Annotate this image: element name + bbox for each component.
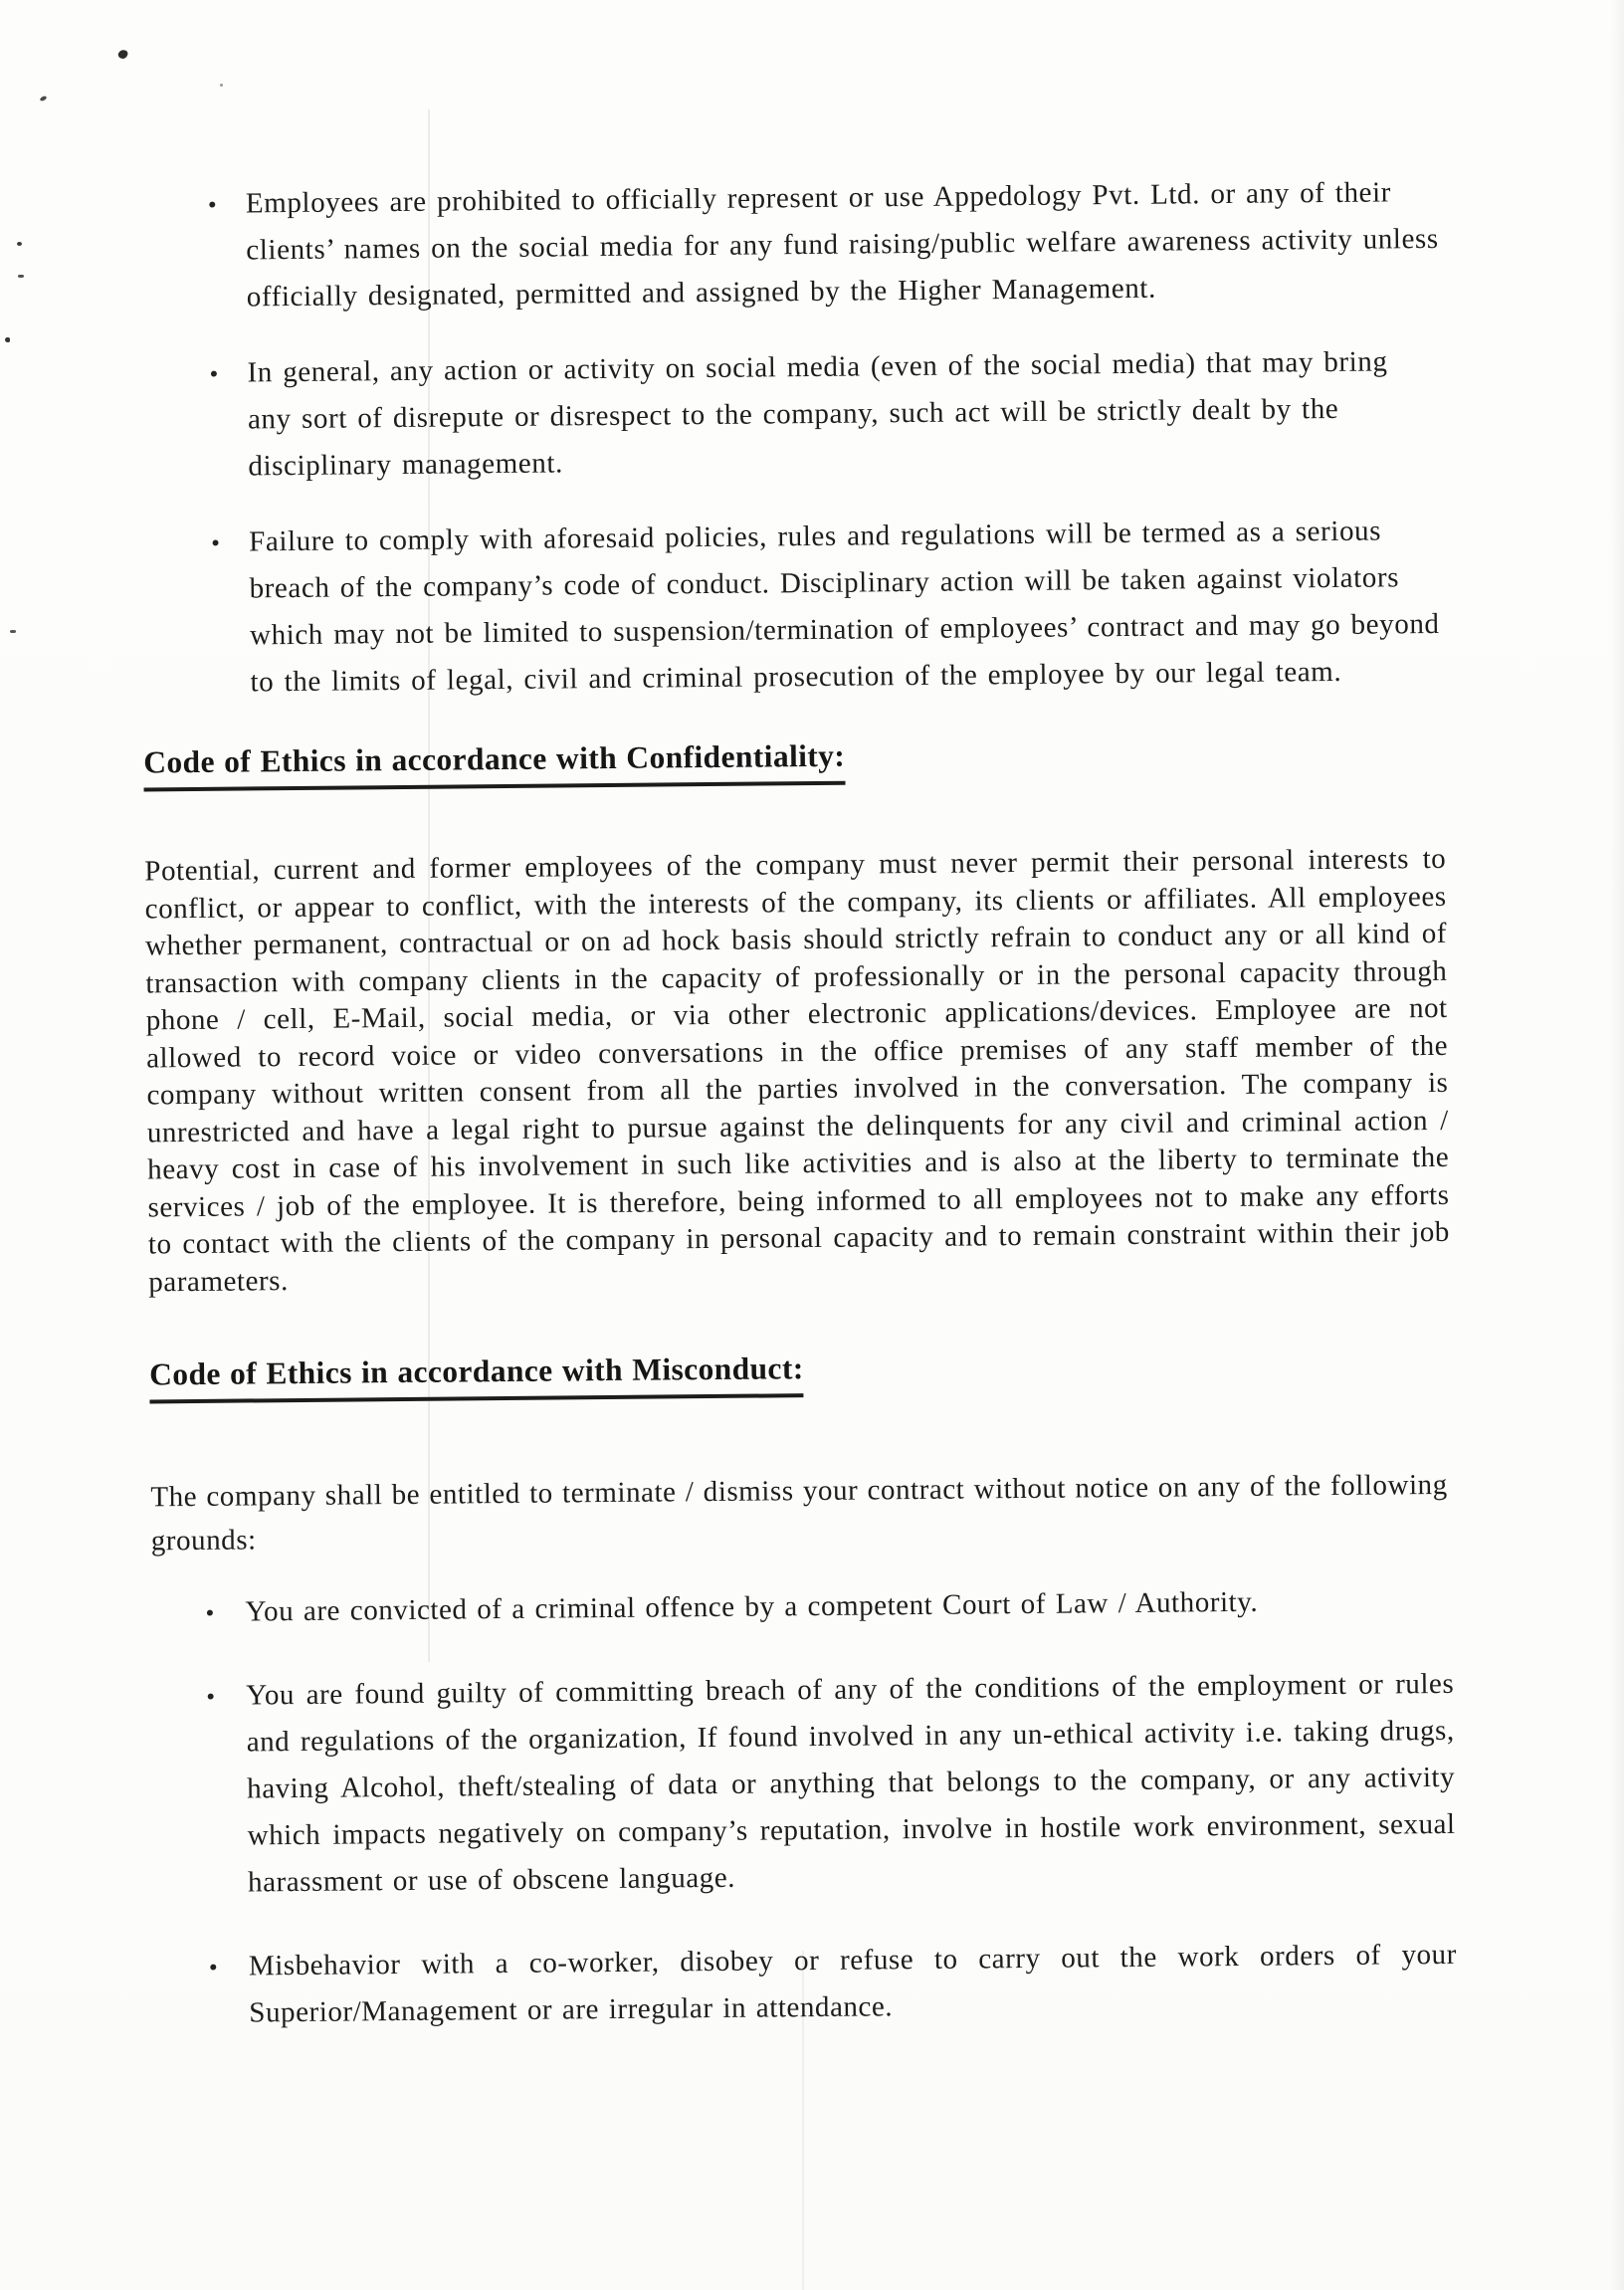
bullet-icon: •	[208, 1954, 219, 1981]
policy-bullet-text: Employees are prohibited to officially represent or use Appedology Pvt. Ltd. or any of their clients’ names on the social media for any fund raising/public welfare awareness activity unless officially designated, permitted and assigned by the Higher Management.	[245, 176, 1439, 313]
heading-text: Code of Ethics in accordance with Confidentiality:	[143, 738, 845, 792]
confidentiality-heading	[143, 730, 1620, 791]
confidentiality-body: Potential, current and former employees of the company must never permit their personal interests to conflict, or appear to conflict, with the interests of the company, its clients or affiliates. All employees whether permanent, contractual or on ad hock basis should strictly refrain to conduct any or all kind of transaction with company clients in the capacity of professionally or in the personal capacity through phone / cell, E-Mail, social media, or via other electronic applications/devices. Employee are not allowed to record voice or video conversations in the office premises of any staff member of the company without written consent from all the parties involved in the conversation. The company is unrestricted and have a legal right to pursue against the delinquents for any civil and criminal action / heavy cost in case of his involvement in such like activities and is also at the liberty to terminate the services / job of the employee. It is therefore, being informed to all employees not to make any efforts to contact with the clients of the company in personal capacity and to remain constraint within their job parameters.	[144, 842, 1451, 1298]
list-item	[207, 338, 1442, 491]
ground-bullet-text: You are found guilty of committing breach of any of the conditions of the employment or rules and regulations of the organization, If found involved in any un-ethical activity i.e. taking drugs, having Alcohol, theft/stealing of data or anything that belongs to the company, or any activity which impacts negatively on company’s reputation, involve in hostile work environment, sexual harassment or use of obscene language.	[246, 1667, 1456, 1899]
bullet-icon: •	[211, 529, 221, 557]
social-media-policy-list	[206, 169, 1445, 707]
bullet-icon: •	[206, 1683, 216, 1711]
list-item	[206, 169, 1441, 321]
misconduct-heading	[149, 1343, 1624, 1403]
bullet-icon: •	[205, 1599, 215, 1627]
list-item	[209, 508, 1445, 707]
bullet-icon: •	[209, 360, 220, 388]
list-item	[203, 1577, 1453, 1636]
policy-bullet-text: In general, any action or activity on social media (even of the social media) that may bring any sort of disrepute or disrespect to the company, such act will be strictly dealt by the disciplinary management.	[247, 345, 1388, 483]
misconduct-intro: The company shall be entitled to terminate / dismiss your contract without notice on any of the following grounds:	[150, 1468, 1448, 1558]
list-item	[204, 1661, 1456, 1907]
policy-bullet-text: Failure to comply with aforesaid policies, rules and regulations will be termed as a serious breach of the company’s code of conduct. Disciplinary action will be taken against violators which may not be limited to suspension/termination of employees’ contract and may go beyond to the limits of legal, civil and criminal prosecution of the employee by our legal team.	[249, 515, 1440, 699]
list-item	[207, 1932, 1458, 2037]
heading-text: Code of Ethics in accordance with Misconduct:	[149, 1351, 804, 1403]
ground-bullet-text: You are convicted of a criminal offence by a competent Court of Law / Authority.	[245, 1585, 1259, 1628]
ground-bullet-text: Misbehavior with a co-worker, disobey or refuse to carry out the work orders of your Superior/Management or are irregular in attendance.	[248, 1938, 1457, 2029]
termination-grounds-list	[203, 1577, 1457, 2037]
bullet-icon: •	[207, 191, 218, 219]
